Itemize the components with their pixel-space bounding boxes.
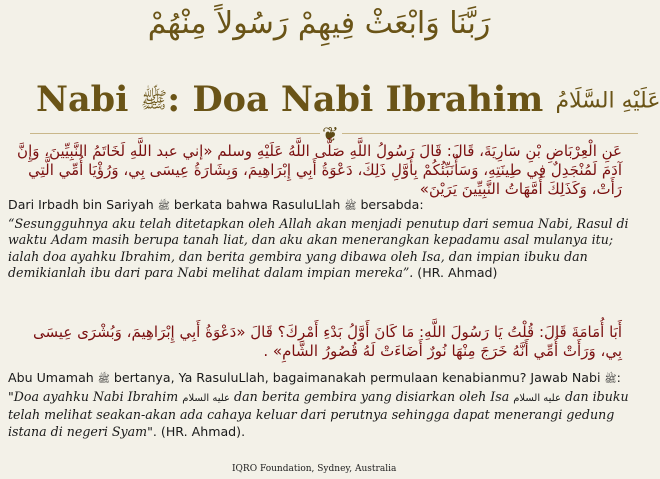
footer-credit: IQRO Foundation, Sydney, Australia [232, 464, 397, 474]
hadith2-arabic: أَبَا أُمَامَةَ قَالَ: قُلْتُ يَا رَسُولَ اللَّهِ: مَا كَانَ أَوَّلُ بَدْءِ أَمْرِكَ؟ قَالَ «دَعْوَةُ أَبِي إِبْرَاهِيمَ، وَبُشْرَى عِيسَى بِي، وَرَأَتْ أُمِّي أَنَّهُ خَرَجَ مِنْهَا نُورٌ أَضَاءَتْ لَهُ قُصُورُ الشَّامِ» . [32, 323, 622, 360]
hadith1-translation-block [8, 197, 632, 282]
hadith2-p1: Abu Umamah [8, 370, 94, 385]
title-divider [0, 122, 638, 146]
hadith1-mid: berkata bahwa RasuluLlah [169, 197, 341, 212]
hadith2-quote-c: dan ibuku telah melihat seakan-akan ada cahaya keluar dari perutnya sehingga dapat menerangi gedung istana di negeri Syam [8, 388, 629, 439]
hadith2-p3: : " [8, 370, 621, 404]
title-prefix: Nabi [36, 79, 129, 120]
hadith1-source: (HR. Ahmad) [413, 265, 498, 281]
title-main: : Doa Nabi Ibrahim [167, 79, 544, 120]
hadith1-translation: “Sesungguhnya aku telah ditetapkan oleh Allah akan menjadi penutup dari semua Nabi, Rasul di waktu Adam masih berupa tanah liat, dan aku akan menerangkan kepadamu asal mulanya itu; ialah doa ayahku Ibrahim, dan berita gembira yang dibawa oleh Isa, dan impian ibuku dan demikianlah ibu dari para Nabi melihat dalam impian mereka”. [8, 215, 629, 281]
hadith2-quote-b: dan berita gembira yang disiarkan oleh Isa [230, 388, 510, 404]
hadith2-translation-block [8, 370, 632, 440]
arabic-verse-title: رَبَّنَا وَابْعَثْ فِيهِمْ رَسُولاً مِنْهُمْ [147, 6, 491, 41]
page-title [36, 79, 660, 122]
radiallahu-glyph: ﷺ [97, 374, 110, 385]
divider-line-right [342, 133, 638, 134]
hadith2-p4: ". (HR. Ahmad). [147, 423, 246, 439]
salawat-glyph: ﷺ [604, 374, 617, 385]
salawat-glyph: ﷺ [157, 201, 170, 212]
alayhis-salam-glyph: عليه السلام [182, 392, 231, 404]
salawat-glyph: ﷺ [344, 201, 357, 212]
flourish-icon: ❦ [322, 122, 339, 146]
alayhis-salam-glyph: عليه السلام [513, 392, 561, 404]
hadith2-p2: bertanya, Ya RasuluLlah, bagaimanakah permulaan kenabianmu? Jawab Nabi [109, 370, 601, 385]
hadith1-arabic: عَنِ الْعِرْبَاضِ بْنِ سَارِيَةَ، قَالَ: قَالَ رَسُولُ اللَّهِ صَلَّى اللَّهُ عَلَيْهِ وسلم «إني عبد اللَّهِ لَخَاتَمُ النَّبِيِّينَ، وَإِنَّ آدَمَ لَمُنْجَدِلٌ فِي طِينَتِهِ، وَسَأُنَبِّئُكُمْ بِأَوَّلِ ذَلِكَ، دَعْوَةُ أَبِي إِبْرَاهِيمَ، وَبِشَارَةُ عِيسَى بِي، وَرُؤْيَا أُمِّي الَّتِي رَأَتْ، وَكَذَلِكَ أُمَّهَاتُ النَّبِيِّينَ يَرَيْنَ» [17, 142, 622, 198]
alayhis-salam-glyph: عَلَيْهِ السَّلَامُ [555, 88, 660, 114]
hadith1-intro: Dari Irbadh bin Sariyah [8, 197, 154, 212]
divider-line-left [30, 133, 320, 134]
hadith2-quote-a: Doa ayahku Nabi Ibrahim [13, 388, 179, 404]
salawat-glyph: ﷺ [140, 88, 168, 114]
hadith1-end: bersabda: [356, 197, 424, 212]
